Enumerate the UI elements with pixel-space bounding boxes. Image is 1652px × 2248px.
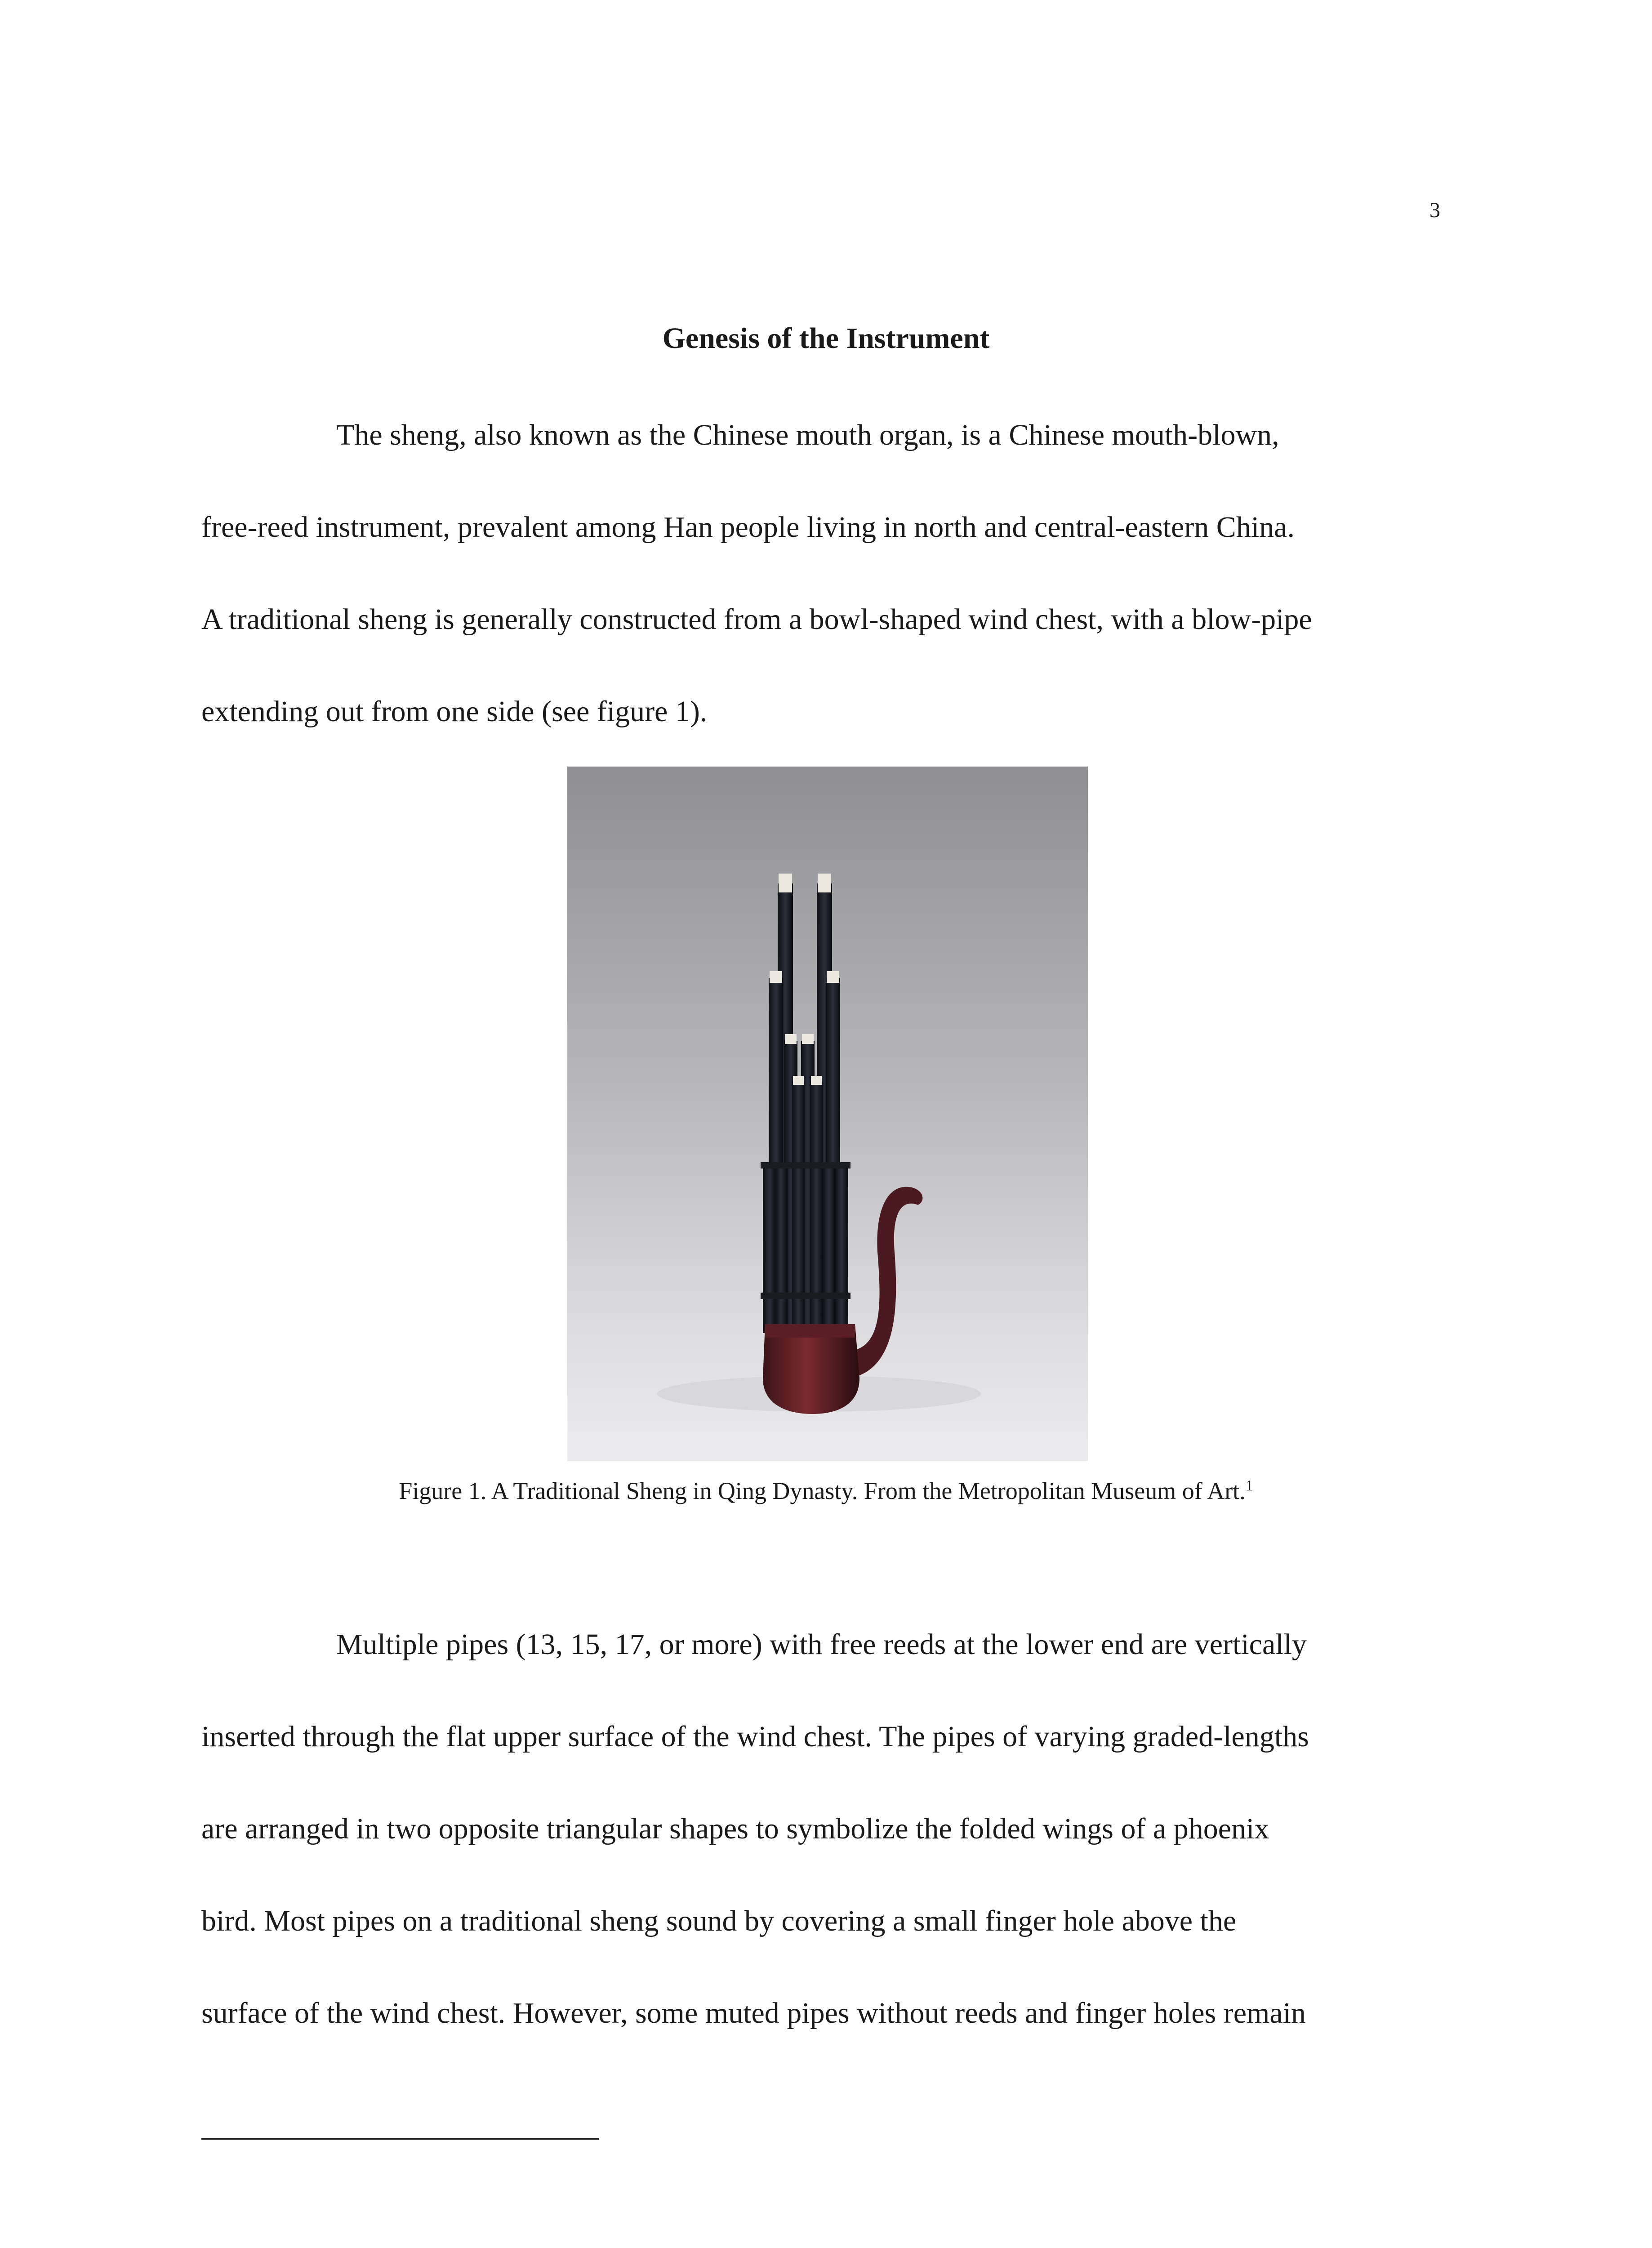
paragraph-intro [201,418,1460,728]
caption-text: Figure 1. A Traditional Sheng in Qing Dynasty. From the Metropolitan Museum of Art. [399,1477,1246,1504]
figure-caption [0,1477,1652,1505]
sheng-photo [567,767,1088,1461]
footnote-separator [201,2138,599,2140]
text-line: inserted through the flat upper surface of the wind chest. The pipes of varying graded-lengths [201,1720,1309,1753]
text-line: A traditional sheng is generally constructed from a bowl-shaped wind chest, with a blow-pipe [201,603,1312,636]
text-line: Multiple pipes (13, 15, 17, or more) with free reeds at the lower end are vertically [336,1628,1307,1661]
text-line: surface of the wind chest. However, some muted pipes without reeds and finger holes remain [201,1997,1306,2029]
text-line: The sheng, also known as the Chinese mouth organ, is a Chinese mouth-blown, [336,419,1279,451]
footnote-reference: 1 [1245,1477,1253,1494]
page-number: 3 [1429,198,1440,222]
paragraph-pipes [201,1628,1460,2086]
text-line: free-reed instrument, prevalent among Han people living in north and central-eastern China. [201,511,1295,544]
section-heading: Genesis of the Instrument [662,322,990,355]
text-line: extending out from one side (see figure 1). [201,695,708,728]
text-line: bird. Most pipes on a traditional sheng sound by covering a small finger hole above the [201,1905,1237,1937]
text-line: are arranged in two opposite triangular shapes to symbolize the folded wings of a phoenix [201,1812,1269,1845]
